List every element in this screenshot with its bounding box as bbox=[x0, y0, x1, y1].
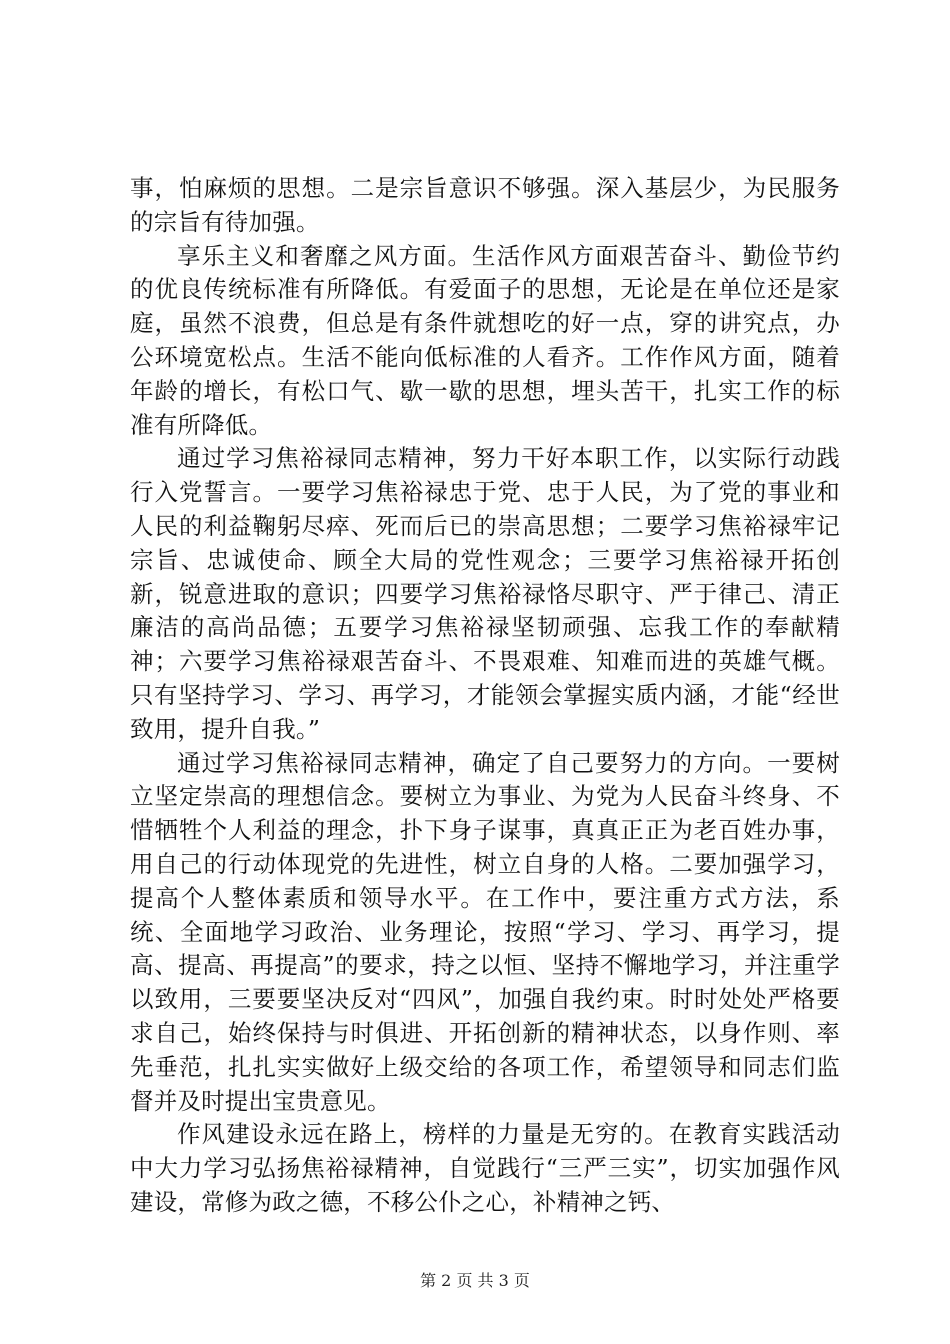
body-text bbox=[130, 172, 840, 1220]
paragraph-hedonism: 享乐主义和奢靡之风方面。生活作风方面艰苦奋斗、勤俭节约的优良传统标准有所降低。有爱面子的思想，无论是在单位还是家庭，虽然不浪费，但总是有条件就想吃的好一点，穿的讲究点，办公环境宽松点。生活不能向低标准的人看齐。工作作风方面，随着年龄的增长，有松口气、歇一歇的思想，埋头苦干，扎实工作的标准有所降低。 bbox=[130, 241, 840, 439]
paragraph-style-building: 作风建设永远在路上，榜样的力量是无穷的。在教育实践活动中大力学习弘扬焦裕禄精神，自觉践行“三严三实”，切实加强作风建设，常修为政之德，不移公仆之心，补精神之钙、 bbox=[130, 1120, 840, 1216]
paragraph-direction: 通过学习焦裕禄同志精神，确定了自己要努力的方向。一要树立坚定崇高的理想信念。要树立为事业、为党为人民奋斗终身、不惜牺牲个人利益的理念，扑下身子谋事，真真正正为老百姓办事，用自己的行动体现党的先进性，树立自身的人格。二要加强学习，提高个人整体素质和领导水平。在工作中，要注重方式方法，系统、全面地学习政治、业务理论，按照“学习、学习、再学习，提高、提高、再提高”的要求，持之以恒、坚持不懈地学习，并注重学以致用，三要要坚决反对“四风”，加强自我约束。时时处处严格要求自己，始终保持与时俱进、开拓创新的精神状态，以身作则、率先垂范，扎扎实实做好上级交给的各项工作，希望领导和同志们监督并及时提出宝贵意见。 bbox=[130, 748, 840, 1115]
page-footer: 第 2 页 共 3 页 bbox=[420, 1271, 530, 1290]
paragraph-study-jiao-yulu: 通过学习焦裕禄同志精神，努力干好本职工作，以实际行动践行入党誓言。一要学习焦裕禄忠于党、忠于人民，为了党的事业和人民的利益鞠躬尽瘁、死而后已的崇高思想；二要学习焦裕禄牢记宗旨、忠诚使命、顾全大局的党性观念；三要学习焦裕禄开拓创新，锐意进取的意识；四要学习焦裕禄恪尽职守、严于律己、清正廉洁的高尚品德；五要学习焦裕禄坚韧顽强、忘我工作的奉献精神；六要学习焦裕禄艰苦奋斗、不畏艰难、知难而进的英雄气概。只有坚持学习、学习、再学习，才能领会掌握实质内涵，才能“经世致用，提升自我。” bbox=[130, 444, 840, 743]
paragraph-continued: 事，怕麻烦的思想。二是宗旨意识不够强。深入基层少，为民服务的宗旨有待加强。 bbox=[130, 174, 840, 236]
